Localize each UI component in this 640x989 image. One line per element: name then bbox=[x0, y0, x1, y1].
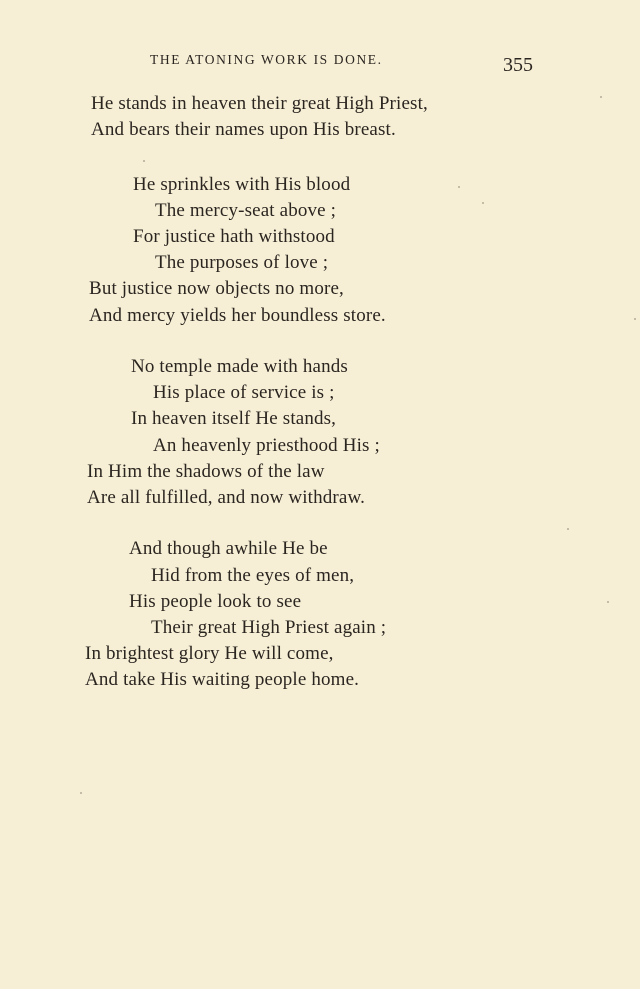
paper-speck bbox=[458, 186, 460, 188]
paper-speck bbox=[80, 792, 82, 794]
poem-line: The purposes of love ; bbox=[155, 252, 329, 273]
paper-speck bbox=[634, 318, 636, 320]
poem-line: He sprinkles with His blood bbox=[133, 174, 351, 195]
poem-line: For justice hath withstood bbox=[133, 226, 335, 247]
poem-line: In brightest glory He will come, bbox=[85, 643, 334, 664]
poem-line: Are all fulfilled, and now withdraw. bbox=[87, 487, 366, 508]
page-number: 355 bbox=[503, 54, 533, 76]
paper-speck bbox=[567, 528, 569, 530]
paper-speck bbox=[600, 96, 602, 98]
poem-line: And mercy yields her boundless store. bbox=[89, 305, 386, 326]
poem-line: And bears their names upon His breast. bbox=[91, 119, 396, 140]
poem-line: His place of service is ; bbox=[153, 382, 335, 403]
poem-line: Their great High Priest again ; bbox=[151, 617, 387, 638]
poem-line: The mercy-seat above ; bbox=[155, 200, 337, 221]
paper-speck bbox=[143, 160, 145, 162]
paper-speck bbox=[607, 601, 609, 603]
poem-line: And though awhile He be bbox=[129, 538, 328, 559]
paper-speck bbox=[482, 202, 484, 204]
poem-line: An heavenly priesthood His ; bbox=[153, 435, 380, 456]
poem-line: In heaven itself He stands, bbox=[131, 408, 337, 429]
poem-line: He stands in heaven their great High Priest, bbox=[91, 93, 428, 114]
poem-line: But justice now objects no more, bbox=[89, 278, 344, 299]
poem-line: His people look to see bbox=[129, 591, 302, 612]
poem-line: In Him the shadows of the law bbox=[87, 461, 325, 482]
poem-line: Hid from the eyes of men, bbox=[151, 565, 355, 586]
poem-line: And take His waiting people home. bbox=[85, 669, 360, 690]
running-title: THE ATONING WORK IS DONE. bbox=[150, 52, 383, 67]
poem-line: No temple made with hands bbox=[131, 356, 348, 377]
